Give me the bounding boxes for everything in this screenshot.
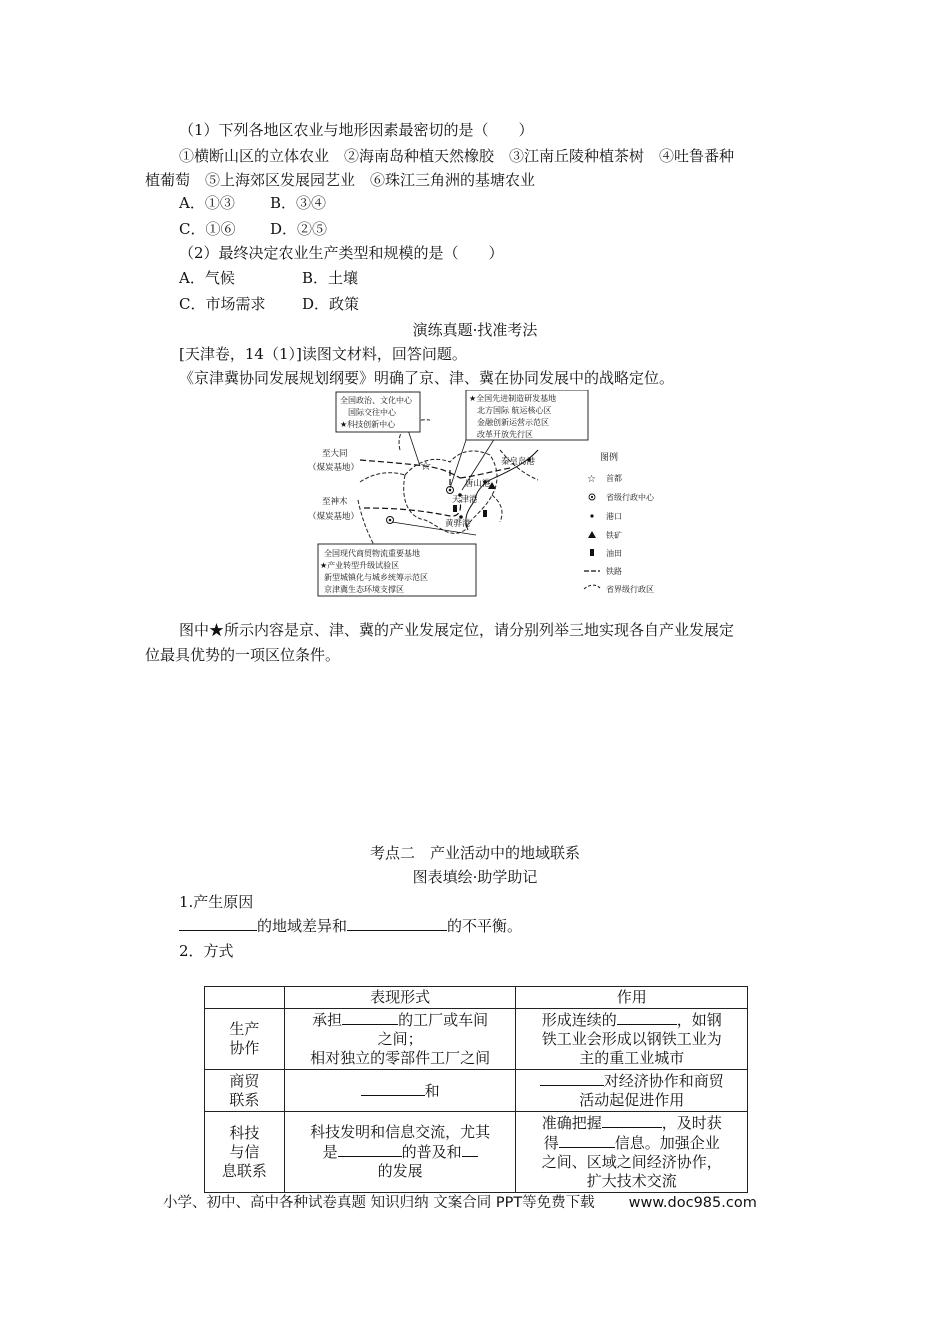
q2-stem: （2）最终决定农业生产类型和规模的是（ ） [179,244,504,262]
footer-url[interactable]: www.doc985.com [628,1195,757,1211]
row-trade-effect: 对经济协作和商贸 活动起促进作用 [516,1070,748,1112]
item2-title: 2．方式 [179,942,234,960]
q1-choice-b: B．③④ [270,194,327,212]
q2-choice-d: D．政策 [302,295,360,313]
row-production-form: 承担 的工厂或车间 之间； 相对独立的零部件工厂之间 [284,1009,516,1070]
map-label-tianjin-port: 天津港 [452,495,478,505]
fill-blank[interactable] [617,1010,677,1025]
map-hebei-line4: 京津冀生态环境支撑区 [324,585,404,594]
q2-choice-c: C．市场需求 [179,295,266,313]
fill-blank[interactable] [361,1081,425,1096]
q1-stem: （1）下列各地区农业与地形因素最密切的是（ ） [179,121,534,139]
fill-blank[interactable] [462,1142,478,1157]
map-tianjin-line3: 金融创新运营示范区 [477,418,549,427]
map-hebei-line1: 全国现代商贸物流重要基地 [324,549,420,558]
jingjinji-map [300,390,680,598]
legend-title: 图例 [600,453,619,463]
map-label-huanghua: 黄骅港 [445,519,471,529]
capital-star-icon: ☆ [420,459,432,474]
question-line1: 图中★所示内容是京、津、冀的产业发展定位，请分别列举三地实现各自产业发展定 [179,621,735,639]
row-production-effect: 形成连续的 ，如钢 铁工业会形成以钢铁工业为 主的重工业城市 [516,1009,748,1070]
q1-choice-a: A．①③ [179,194,235,212]
legend-admin-centre: 省级行政中心 [606,493,654,502]
linkage-table [204,986,748,1193]
map-label-qhd: 秦皇岛港 [501,457,536,467]
page-footer [163,1193,757,1213]
legend-capital-icon: ☆ [587,474,596,485]
section2-subtitle: 图表填绘·助学助记 [412,868,538,886]
fill-blank[interactable] [540,1071,604,1086]
map-label-datong-sub: （煤炭基地） [308,463,360,473]
map-tianjin-line4: 改革开放先行区 [477,430,533,439]
section1-title: 演练真题·找准考法 [412,321,538,339]
fill-blank[interactable] [347,916,447,931]
q1-choice-c: C．①⑥ [179,220,236,238]
fill-blank[interactable] [342,1010,398,1025]
table-header-form: 表现形式 [284,987,516,1009]
legend-railway: 铁路 [606,567,622,576]
map-tianjin-line2: 北方国际 航运核心区 [477,406,552,415]
q1-options-line1: ①横断山区的立体农业 ②海南岛种植天然橡胶 ③江南丘陵种植茶树 ④吐鲁番种 [179,147,735,165]
row-tech-form: 科技发明和信息交流，尤其 是 的普及和 的发展 [284,1112,516,1193]
table-header-blank [205,987,285,1009]
legend-boundary: 省界级行政区 [606,585,654,594]
map-label-shenmu: 至神木 [322,497,348,507]
intro-text: 《京津冀协同发展规划纲要》明确了京、津、冀在协同发展中的战略定位。 [179,369,675,387]
row-trade-name: 商贸 联系 [205,1070,285,1112]
map-label-tangshan: 唐山港 [465,479,491,489]
question-line2: 位最具优势的一项区位条件。 [145,646,341,664]
map-beijing-line2: 国际交往中心 [348,408,396,417]
fill-blank[interactable] [602,1113,662,1128]
footer-text: 小学、初中、高中各种试卷真题 知识归纳 文案合同 PPT等免费下载 [163,1195,595,1211]
legend-capital: 首都 [606,474,622,483]
row-tech-name: 科技 与信 息联系 [205,1112,285,1193]
row-tech-effect: 准确把握 ，及时获 得 信息。加强企业 之间、区域之间经济协作， 扩大技术交流 [516,1112,748,1193]
map-beijing-line3: ★科技创新中心 [340,420,396,429]
map-beijing-line1: 全国政治、文化中心 [340,396,412,405]
legend-iron: 铁矿 [606,531,622,540]
item1-title: 1.产生原因 [179,893,254,911]
map-label-datong: 至大同 [322,449,348,459]
section2-title: 考点二 产业活动中的地域联系 [369,844,580,862]
table-header-effect: 作用 [516,987,748,1009]
map-label-shenmu-sub: （煤炭基地） [308,512,360,522]
q1-choice-d: D．②⑤ [270,220,328,238]
fill-blank[interactable] [179,916,257,931]
fill-blank[interactable] [559,1133,615,1148]
row-trade-form: 和 [284,1070,516,1112]
legend-port: 港口 [606,512,622,521]
row-production-name: 生产 协作 [205,1009,285,1070]
fill-blank[interactable] [338,1142,402,1157]
legend-oil: 油田 [606,549,622,558]
item1-text: 的地域差异和 的不平衡。 [179,916,522,936]
q2-choice-b: B．土壤 [302,269,359,287]
map-hebei-line2: ★产业转型升级试验区 [320,561,400,570]
q1-options-line2: 植葡萄 ⑤上海郊区发展园艺业 ⑥珠江三角洲的基塘农业 [145,171,536,189]
map-hebei-line3: 新型城镇化与城乡统筹示范区 [324,573,428,582]
exam-source: [天津卷，14（1）]读图文材料，回答问题。 [179,345,467,363]
q2-choice-a: A．气候 [179,269,235,287]
map-tianjin-line1: ★全国先进制造研发基地 [469,394,557,403]
